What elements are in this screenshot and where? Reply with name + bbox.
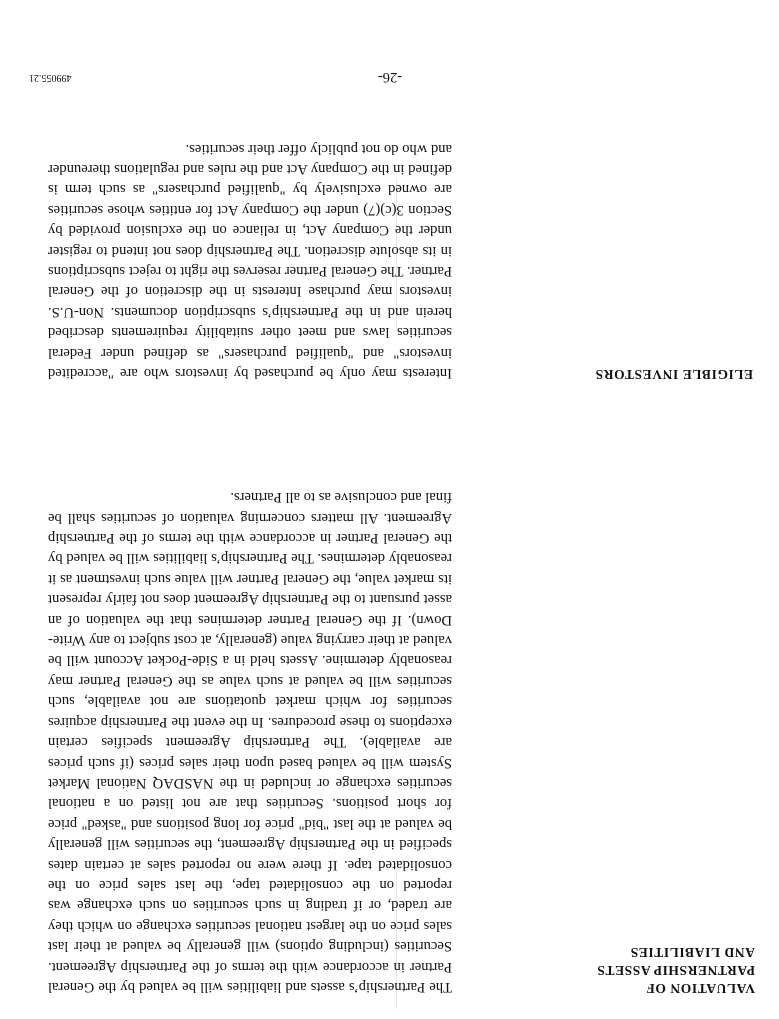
page-number: -26-: [377, 69, 403, 85]
section-heading-valuation: [555, 943, 755, 997]
section-heading-eligible-investors: ELIGIBLE INVESTORS: [595, 367, 753, 382]
heading-line: AND LIABILITIES: [630, 945, 755, 960]
heading-line: VALUATION OF: [645, 981, 755, 996]
valuation-paragraph: The Partnership’s assets and liabilities will be valued by the General Partner in accordance with the terms of the Partnership Agreement. Securities (including options) will generally be valued at their last sales price on the largest national securities exchange on which they are traded, or if trading in such securities on such exchange was reported on the consolidated tape, the last sales price on the consolidated tape. If there were no reported sales at certain dates specified in the Partnership Agreement, the securities will generally be valued at the last "bid" price for long positions and "asked" price for short positions. Securities that are not listed on a national securities exchange or included in the NASDAQ National Market System will be valued based upon their sales prices (if such prices are available). The Partnership Agreement specifies certain exceptions to these procedures. In the event the Partnership acquires securities for which market quotations are not available, such securities will be valued at such value as the General Partner may reasonably determine. Assets held in a Side-Pocket Account will be valued at their carrying value (generally, at cost subject to any Write-Down). If the General Partner determines that the valuation of an asset pursuant to the Partnership Agreement does not fairly represent its market value, the General Partner will value such investment as it reasonably determines. The Partnership’s liabilities will be valued by the General Partner in accordance with the terms of the Partnership Agreement. All matters concerning valuation of securities shall be final and conclusive as to all Partners.: [48, 489, 452, 995]
heading-line: PARTNERSHIP ASSETS: [596, 963, 755, 978]
eligible-investors-paragraph: Interests may only be purchased by investors who are "accredited investors" and "qualified purchasers" as defined under Federal securities laws and meet other suitability requirements described herein and in the Partnership’s subscription documents. Non-U.S. investors may purchase Interests in the discretion of the General Partner. The General Partner reserves the right to reject subscriptions in its absolute discretion. The Partnership does not intend to register under the Company Act, in reliance on the exclusion provided by Section 3(c)(7) under the Company Act for entities whose securities are owned exclusively by "qualified purchasers" as such term is defined in the Company Act and the rules and regulations thereunder and who do not publicly offer their securities.: [48, 140, 452, 381]
document-id: 499055.21: [29, 72, 72, 83]
